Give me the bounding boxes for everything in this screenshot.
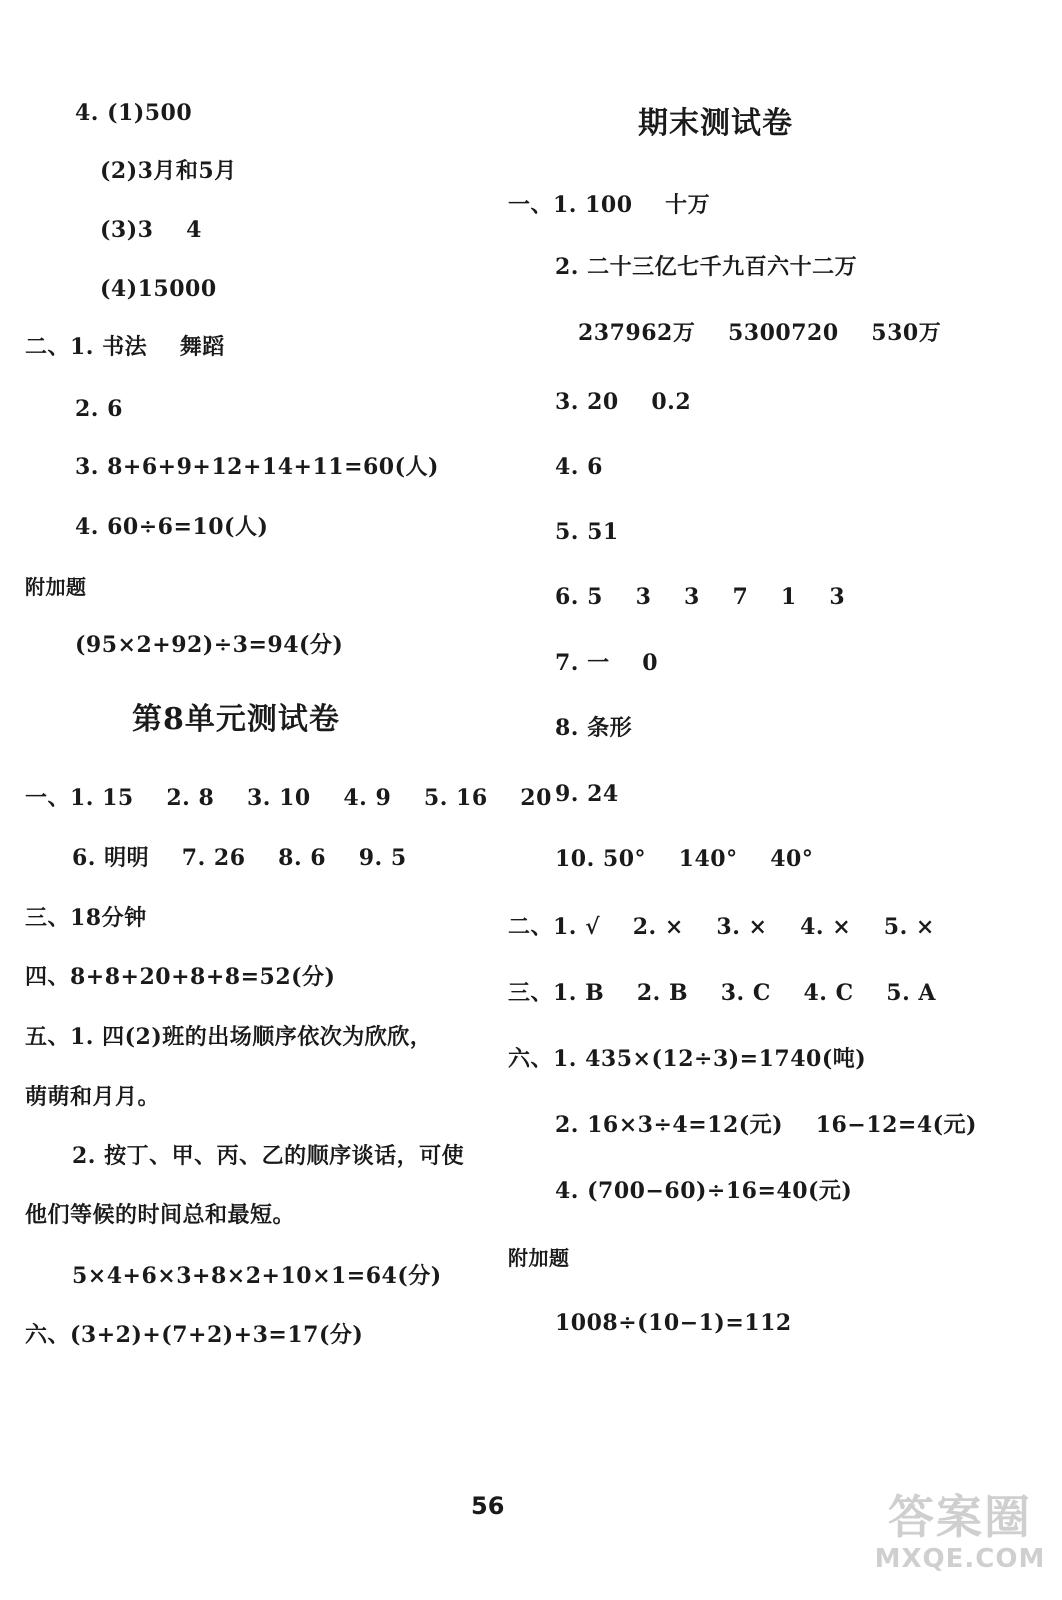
watermark-logo: 答案圈 <box>888 1490 1032 1544</box>
bonus-label: 附加题 <box>508 1246 570 1270</box>
watermark <box>870 1490 1050 1590</box>
answer-line: 237962万 5300720 530万 <box>578 320 942 346</box>
answer-line: 五、1. 四(2)班的出场顺序依次为欣欣， <box>25 1024 433 1050</box>
answer-line: 1008÷(10−1)=112 <box>555 1310 792 1336</box>
watermark-url: MXQE.COM <box>874 1544 1046 1574</box>
page-number: 56 <box>471 1492 505 1520</box>
answer-line: 四、8+8+20+8+8=52(分) <box>25 964 336 990</box>
answer-line: 三、18分钟 <box>25 905 147 931</box>
answer-line: 一、1. 100 十万 <box>508 192 711 218</box>
answer-line: 10. 50° 140° 40° <box>555 846 814 872</box>
answer-line: 3. 8+6+9+12+14+11=60(人) <box>75 454 439 480</box>
answer-line: 2. 16×3÷4=12(元) 16−12=4(元) <box>555 1112 977 1138</box>
answer-line: (95×2+92)÷3=94(分) <box>75 632 344 658</box>
answer-line: 6. 明明 7. 26 8. 6 9. 5 <box>72 845 407 871</box>
section-title: 第8单元测试卷 <box>132 702 340 737</box>
answer-line: 4. (1)500 <box>75 100 193 126</box>
answer-line: (3)3 4 <box>100 217 202 243</box>
answer-line: (2)3月和5月 <box>100 158 237 184</box>
answer-line: 一、1. 15 2. 8 3. 10 4. 9 5. 16 20 <box>25 785 552 811</box>
answer-line: 三、1. B 2. B 3. C 4. C 5. A <box>508 980 936 1006</box>
answer-line: 六、(3+2)+(7+2)+3=17(分) <box>25 1322 364 1348</box>
section-title: 期末测试卷 <box>638 106 793 141</box>
answer-line: 萌萌和月月。 <box>25 1084 161 1110</box>
answer-line: 2. 6 <box>75 396 123 422</box>
answer-line: 4. 6 <box>555 454 603 480</box>
answer-line: 5×4+6×3+8×2+10×1=64(分) <box>72 1263 442 1289</box>
answer-line: 二、1. √ 2. × 3. × 4. × 5. × <box>508 914 935 940</box>
answer-line: 他们等候的时间总和最短。 <box>25 1202 296 1228</box>
answer-line: 二、1. 书法 舞蹈 <box>25 334 225 360</box>
answer-line: 7. 一 0 <box>555 650 659 676</box>
answer-line: 2. 按丁、甲、丙、乙的顺序谈话，可使 <box>72 1143 465 1169</box>
answer-line: 6. 5 3 3 7 1 3 <box>555 584 846 610</box>
answer-line: 5. 51 <box>555 519 619 545</box>
answer-line: 4. 60÷6=10(人) <box>75 514 269 540</box>
answer-line: 2. 二十三亿七千九百六十二万 <box>555 254 858 280</box>
answer-line: 六、1. 435×(12÷3)=1740(吨) <box>508 1046 867 1072</box>
answer-line: 9. 24 <box>555 781 619 807</box>
answer-line: 8. 条形 <box>555 715 633 741</box>
bonus-label: 附加题 <box>25 575 87 599</box>
answer-line: 4. (700−60)÷16=40(元) <box>555 1178 853 1204</box>
answer-line: (4)15000 <box>100 276 217 302</box>
answer-line: 3. 20 0.2 <box>555 389 692 415</box>
